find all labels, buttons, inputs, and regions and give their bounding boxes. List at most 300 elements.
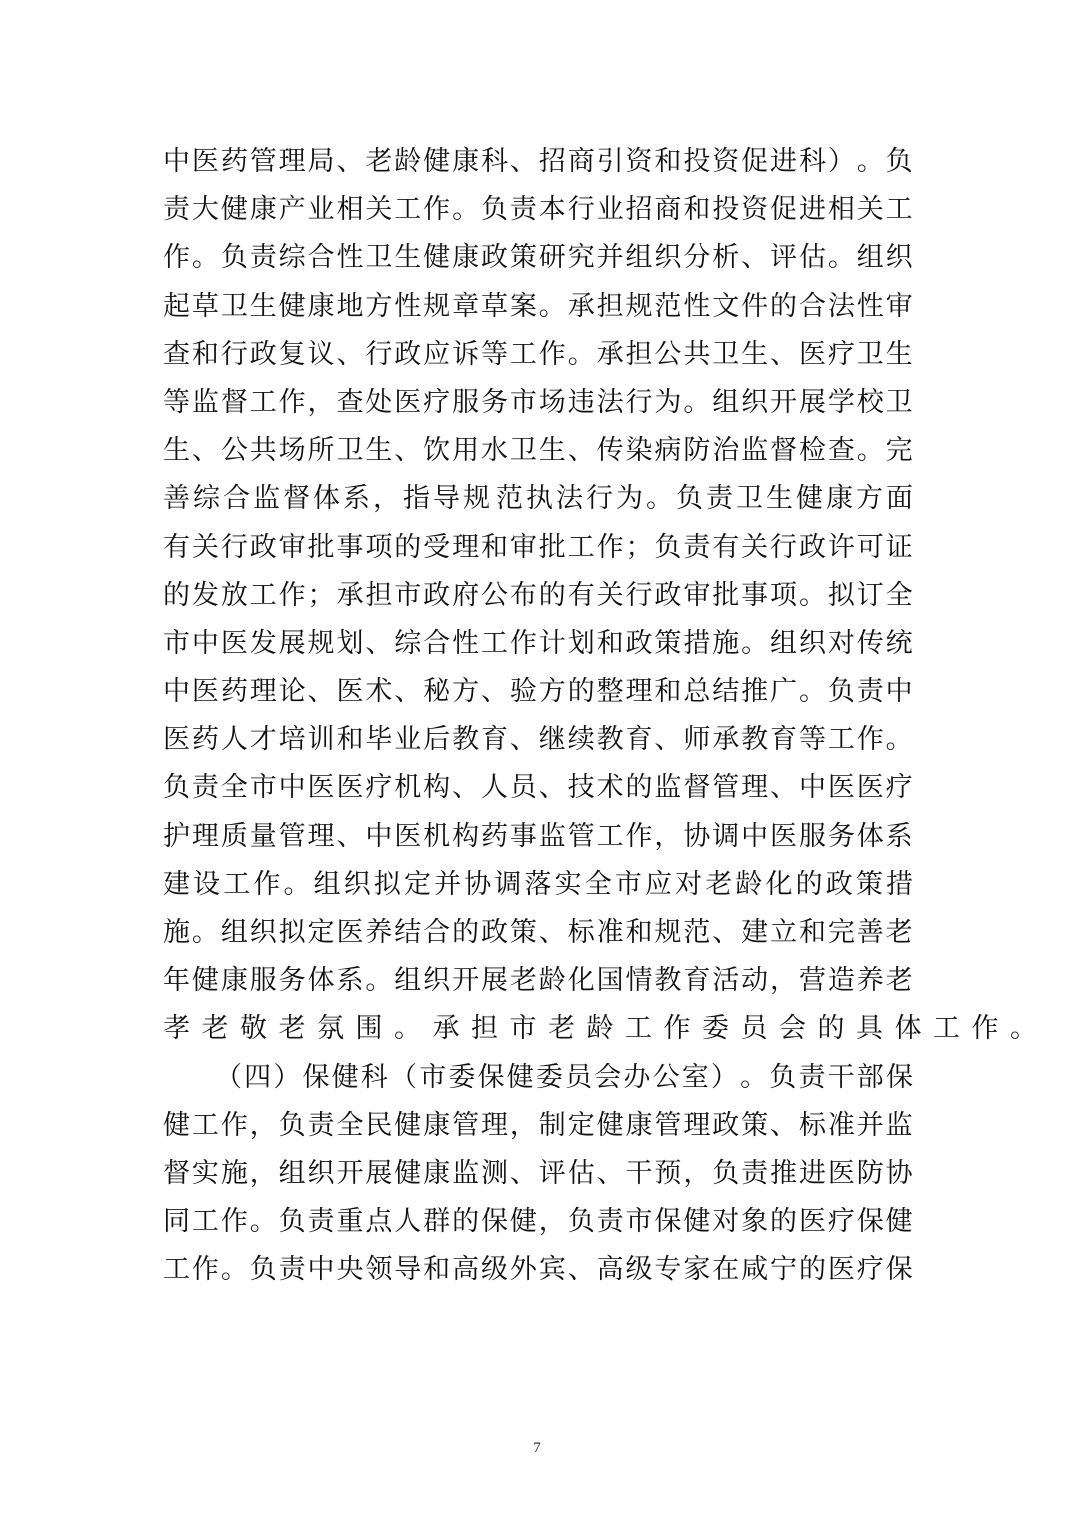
- glyph: 督: [220, 386, 248, 418]
- glyph: 健: [394, 1109, 422, 1141]
- glyph: 性: [452, 627, 480, 659]
- glyph: 系: [343, 483, 370, 515]
- glyph: 育: [480, 724, 508, 756]
- glyph: 批: [307, 531, 335, 563]
- text-line: 孝老敬老氛围。承担市老龄工作委员会的具体工作。: [163, 1013, 1049, 1045]
- glyph: 规: [463, 483, 490, 515]
- glyph: ，: [307, 386, 335, 418]
- glyph: 综: [278, 242, 306, 274]
- glyph: 重: [336, 1206, 364, 1238]
- glyph: 组: [394, 965, 422, 997]
- glyph: 政: [712, 1109, 740, 1141]
- glyph: 草: [191, 290, 219, 322]
- glyph: 定: [404, 868, 431, 900]
- glyph: 。: [741, 627, 769, 659]
- glyph: 等: [480, 338, 508, 370]
- glyph: 才: [249, 724, 277, 756]
- glyph: 合: [423, 627, 451, 659]
- glyph: 医: [798, 338, 826, 370]
- page-number: 7: [533, 1440, 541, 1456]
- glyph: 织: [741, 386, 769, 418]
- glyph: 产: [278, 194, 306, 226]
- glyph: 负: [676, 483, 703, 515]
- glyph: 理: [625, 676, 653, 708]
- glyph: 培: [278, 724, 306, 756]
- glyph: 局: [307, 146, 335, 177]
- glyph: 施: [163, 917, 190, 948]
- glyph: 、: [509, 146, 537, 177]
- glyph: 共: [249, 435, 277, 467]
- glyph: 、: [394, 435, 422, 467]
- glyph: 负: [769, 1061, 797, 1093]
- glyph: 进: [798, 194, 826, 226]
- glyph: 康: [826, 483, 853, 515]
- glyph: 级: [480, 1254, 508, 1286]
- glyph: 完: [885, 435, 913, 467]
- glyph: 规: [307, 627, 335, 659]
- glyph: 在: [712, 1254, 740, 1286]
- glyph: 展: [365, 1157, 393, 1189]
- glyph: 化: [567, 965, 595, 997]
- glyph: 和: [654, 676, 682, 708]
- text-line: [163, 861, 913, 909]
- glyph: 。: [885, 724, 913, 756]
- glyph: 教: [741, 724, 769, 756]
- glyph: 审: [683, 579, 711, 611]
- glyph: 理: [480, 1109, 508, 1141]
- glyph: 科: [480, 146, 508, 177]
- glyph: 、: [336, 820, 364, 852]
- glyph: 体: [313, 483, 340, 515]
- glyph: 技: [567, 772, 595, 804]
- text-line: [163, 813, 913, 861]
- glyph: 施: [712, 627, 740, 659]
- glyph: 并: [856, 1109, 884, 1141]
- text-line: [163, 234, 913, 282]
- glyph: 老: [365, 146, 393, 177]
- glyph: 管: [654, 1109, 682, 1141]
- glyph: 对: [827, 627, 855, 659]
- glyph: 市: [419, 1061, 447, 1093]
- glyph: ，: [654, 820, 682, 852]
- glyph: 药: [220, 676, 248, 708]
- glyph: 、: [596, 1157, 624, 1189]
- text-line: [163, 957, 913, 1005]
- glyph: 疗: [827, 338, 855, 370]
- glyph: 康: [452, 242, 480, 274]
- glyph: 组: [712, 386, 740, 418]
- glyph: 和: [480, 531, 508, 563]
- glyph: 对: [712, 1206, 740, 1238]
- glyph: 医: [394, 386, 422, 418]
- glyph: 业: [596, 194, 624, 226]
- glyph: 织: [654, 242, 682, 274]
- glyph: 体: [307, 965, 335, 997]
- glyph: 性: [394, 290, 422, 322]
- glyph: 医: [827, 1254, 855, 1286]
- glyph: 中: [307, 1254, 335, 1286]
- glyph: 务: [278, 965, 306, 997]
- glyph: 活: [712, 965, 740, 997]
- glyph: 应: [645, 868, 672, 900]
- glyph: 工: [249, 386, 277, 418]
- text-line: [163, 283, 913, 331]
- glyph: 责: [191, 772, 219, 804]
- glyph: 完: [827, 917, 855, 948]
- glyph: 医: [307, 772, 335, 804]
- glyph: 政: [798, 531, 826, 563]
- glyph: 关: [191, 531, 219, 563]
- glyph: 项: [365, 531, 393, 563]
- glyph: 政: [480, 242, 508, 274]
- glyph: 案: [509, 290, 537, 322]
- glyph: 地: [336, 290, 364, 322]
- glyph: 查: [163, 338, 190, 370]
- glyph: 复: [278, 338, 306, 370]
- glyph: 执: [526, 483, 553, 515]
- glyph: 工: [163, 1254, 190, 1286]
- glyph: 的: [625, 772, 653, 804]
- glyph: 生: [249, 290, 277, 322]
- glyph: 织: [307, 1157, 335, 1189]
- glyph: 行: [625, 579, 653, 611]
- glyph: 、: [191, 435, 219, 467]
- glyph: 、: [770, 338, 798, 370]
- glyph: 作: [253, 868, 281, 900]
- glyph: 织: [423, 965, 451, 997]
- glyph: 事: [336, 531, 364, 563]
- glyph: 老: [885, 917, 913, 948]
- glyph: 卫: [336, 435, 364, 467]
- glyph: 秘: [423, 676, 451, 708]
- glyph: 医: [191, 676, 219, 708]
- glyph: 中: [885, 676, 913, 708]
- glyph: 商: [567, 146, 595, 177]
- glyph: 预: [654, 1157, 682, 1189]
- glyph: 查: [827, 435, 855, 467]
- glyph: 护: [163, 820, 190, 852]
- glyph: 和: [625, 917, 653, 948]
- glyph: 发: [191, 579, 219, 611]
- glyph: 中: [798, 772, 826, 804]
- glyph: 健: [506, 1061, 534, 1093]
- glyph: 保: [654, 1206, 682, 1238]
- glyph: 事: [741, 579, 769, 611]
- glyph: 全: [336, 1109, 364, 1141]
- glyph: 公: [220, 435, 248, 467]
- glyph: 善: [163, 483, 190, 515]
- glyph: 务: [827, 820, 855, 852]
- glyph: 策: [509, 917, 537, 948]
- glyph: 负: [480, 194, 508, 226]
- glyph: 方: [538, 676, 566, 708]
- glyph: 和: [423, 1254, 451, 1286]
- glyph: 推: [741, 676, 769, 708]
- glyph: 关: [741, 531, 769, 563]
- glyph: 同: [163, 1206, 190, 1238]
- glyph: 织: [343, 868, 371, 900]
- glyph: 卫: [736, 483, 763, 515]
- glyph: 放: [220, 579, 248, 611]
- glyph: 、: [480, 676, 508, 708]
- glyph: 政: [625, 627, 653, 659]
- glyph: 药: [480, 820, 508, 852]
- glyph: 疗: [365, 772, 393, 804]
- glyph: 校: [856, 386, 884, 418]
- glyph: 责: [307, 1109, 335, 1141]
- glyph: 后: [423, 724, 451, 756]
- glyph: 发: [249, 627, 277, 659]
- glyph: 关: [596, 579, 624, 611]
- glyph: 组: [278, 1157, 306, 1189]
- glyph: 委: [448, 1061, 476, 1093]
- glyph: 办: [623, 1061, 651, 1093]
- glyph: 卫: [220, 290, 248, 322]
- glyph: 分: [683, 242, 711, 274]
- glyph: 组: [625, 242, 653, 274]
- glyph: 性: [856, 290, 884, 322]
- glyph: 府: [452, 579, 480, 611]
- glyph: 策: [509, 242, 537, 274]
- glyph: 宁: [770, 1254, 798, 1286]
- glyph: 法: [596, 386, 624, 418]
- glyph: 整: [596, 676, 624, 708]
- glyph: 范: [496, 483, 523, 515]
- glyph: 。: [283, 868, 311, 900]
- glyph: ；: [307, 579, 335, 611]
- glyph: 工: [509, 338, 537, 370]
- glyph: 件: [741, 290, 769, 322]
- glyph: 法: [556, 483, 583, 515]
- glyph: 家: [683, 1254, 711, 1286]
- glyph: 龄: [394, 146, 422, 177]
- text-line: [163, 1102, 913, 1150]
- glyph: 民: [365, 1109, 393, 1141]
- glyph: 疗: [885, 772, 913, 804]
- glyph: 范: [683, 917, 711, 948]
- glyph: 负: [885, 146, 913, 177]
- glyph: 开: [336, 1157, 364, 1189]
- glyph: 防: [856, 1157, 884, 1189]
- glyph: 项: [770, 579, 798, 611]
- glyph: 务: [480, 386, 508, 418]
- glyph: 。: [798, 676, 826, 708]
- glyph: 专: [654, 1254, 682, 1286]
- glyph: 。: [646, 483, 673, 515]
- glyph: 布: [509, 579, 537, 611]
- glyph: 责: [683, 531, 711, 563]
- glyph: 咸: [741, 1254, 769, 1286]
- glyph: 相: [336, 194, 364, 226]
- body-text: [163, 138, 1049, 1295]
- glyph: 责: [509, 194, 537, 226]
- glyph: 医: [336, 917, 364, 948]
- glyph: 领: [365, 1254, 393, 1286]
- glyph: 审: [885, 290, 913, 322]
- glyph: 承: [567, 290, 595, 322]
- glyph: 制: [538, 1109, 566, 1141]
- glyph: 疗: [856, 1254, 884, 1286]
- glyph: 资: [625, 146, 653, 177]
- glyph: 定: [567, 1109, 595, 1141]
- glyph: 。: [856, 435, 884, 467]
- glyph: 中: [741, 820, 769, 852]
- glyph: 健: [423, 242, 451, 274]
- glyph: 受: [423, 531, 451, 563]
- glyph: 卫: [365, 242, 393, 274]
- glyph: 生: [741, 338, 769, 370]
- glyph: 的: [452, 1206, 480, 1238]
- glyph: 保: [856, 1206, 884, 1238]
- glyph: 管: [567, 820, 595, 852]
- glyph: 负: [220, 242, 248, 274]
- glyph: 卫: [509, 435, 537, 467]
- glyph: 作: [220, 1109, 248, 1141]
- glyph: 事: [509, 820, 537, 852]
- glyph: 施: [220, 1157, 248, 1189]
- glyph: 论: [278, 676, 306, 708]
- glyph: 担: [365, 579, 393, 611]
- glyph: 。: [683, 386, 711, 418]
- glyph: 龄: [735, 868, 763, 900]
- glyph: 策: [654, 627, 682, 659]
- glyph: 医: [827, 772, 855, 804]
- glyph: 生: [538, 435, 566, 467]
- glyph: 群: [423, 1206, 451, 1238]
- glyph: 组: [770, 627, 798, 659]
- glyph: 医: [336, 676, 364, 708]
- text-line: [163, 620, 913, 668]
- glyph: 作: [625, 820, 653, 852]
- glyph: 和: [683, 194, 711, 226]
- glyph: 批: [712, 579, 740, 611]
- glyph: 医: [856, 772, 884, 804]
- glyph: 。: [452, 194, 480, 226]
- glyph: 医: [191, 146, 219, 177]
- glyph: 人: [394, 1206, 422, 1238]
- glyph: ，: [770, 965, 798, 997]
- text-line: [163, 716, 913, 764]
- glyph: 行: [586, 483, 613, 515]
- glyph: 染: [625, 435, 653, 467]
- glyph: 测: [480, 1157, 508, 1189]
- glyph: （: [215, 1061, 242, 1093]
- glyph: 监: [654, 772, 682, 804]
- glyph: ，: [249, 1109, 277, 1141]
- glyph: 作: [538, 338, 566, 370]
- glyph: 研: [538, 242, 566, 274]
- glyph: 工: [885, 194, 913, 226]
- glyph: 人: [220, 724, 248, 756]
- glyph: 、: [654, 724, 682, 756]
- glyph: 。: [538, 290, 566, 322]
- glyph: 卫: [856, 338, 884, 370]
- glyph: 、: [452, 772, 480, 804]
- glyph: 生: [394, 242, 422, 274]
- glyph: 药: [191, 724, 219, 756]
- glyph: 评: [538, 1157, 566, 1189]
- glyph: 教: [452, 724, 480, 756]
- glyph: 象: [741, 1206, 769, 1238]
- glyph: 。: [798, 579, 826, 611]
- glyph: 查: [336, 386, 364, 418]
- glyph: 健: [796, 483, 823, 515]
- glyph: 责: [596, 1206, 624, 1238]
- glyph: 业: [394, 724, 422, 756]
- glyph: 生: [766, 483, 793, 515]
- glyph: 投: [683, 146, 711, 177]
- glyph: 健: [191, 965, 219, 997]
- glyph: 违: [567, 386, 595, 418]
- glyph: 高: [452, 1254, 480, 1286]
- glyph: 本: [538, 194, 566, 226]
- glyph: 监: [538, 820, 566, 852]
- glyph: 行: [220, 338, 248, 370]
- glyph: 康: [625, 1109, 653, 1141]
- glyph: 续: [567, 724, 595, 756]
- glyph: 养: [856, 965, 884, 997]
- glyph: ）: [710, 1061, 738, 1093]
- glyph: 医: [163, 724, 190, 756]
- glyph: 用: [452, 435, 480, 467]
- glyph: 工: [567, 531, 595, 563]
- glyph: 员: [565, 1061, 593, 1093]
- glyph: 理: [741, 772, 769, 804]
- glyph: 、: [567, 435, 595, 467]
- text-line: [163, 1150, 913, 1198]
- glyph: 负: [278, 1109, 306, 1141]
- glyph: 章: [452, 290, 480, 322]
- glyph: ）: [827, 146, 855, 177]
- glyph: 文: [712, 290, 740, 322]
- glyph: 可: [856, 531, 884, 563]
- glyph: 防: [683, 435, 711, 467]
- glyph: 。: [365, 965, 393, 997]
- glyph: （: [390, 1061, 418, 1093]
- glyph: 政: [480, 917, 508, 948]
- glyph: 策: [741, 1109, 769, 1141]
- glyph: 指: [403, 483, 430, 515]
- glyph: 行: [220, 531, 248, 563]
- glyph: 展: [278, 627, 306, 659]
- glyph: 组: [220, 917, 248, 948]
- glyph: 行: [625, 386, 653, 418]
- glyph: 面: [886, 483, 913, 515]
- glyph: 业: [307, 194, 335, 226]
- glyph: 医: [798, 1206, 826, 1238]
- glyph: 商: [654, 194, 682, 226]
- glyph: 促: [770, 194, 798, 226]
- glyph: 和: [596, 627, 624, 659]
- glyph: 监: [191, 386, 219, 418]
- glyph: 健: [885, 1206, 913, 1238]
- glyph: 医: [220, 627, 248, 659]
- glyph: 、: [741, 242, 769, 274]
- glyph: 健: [163, 1109, 190, 1141]
- glyph: 负: [712, 1157, 740, 1189]
- glyph: 、: [538, 772, 566, 804]
- glyph: 促: [741, 146, 769, 177]
- glyph: 公: [654, 338, 682, 370]
- glyph: 作: [278, 386, 306, 418]
- glyph: 传: [596, 435, 624, 467]
- text-line: [163, 668, 913, 716]
- glyph: 责: [706, 483, 733, 515]
- glyph: 育: [770, 724, 798, 756]
- glyph: 方: [365, 290, 393, 322]
- glyph: 康: [220, 965, 248, 997]
- glyph: 生: [365, 435, 393, 467]
